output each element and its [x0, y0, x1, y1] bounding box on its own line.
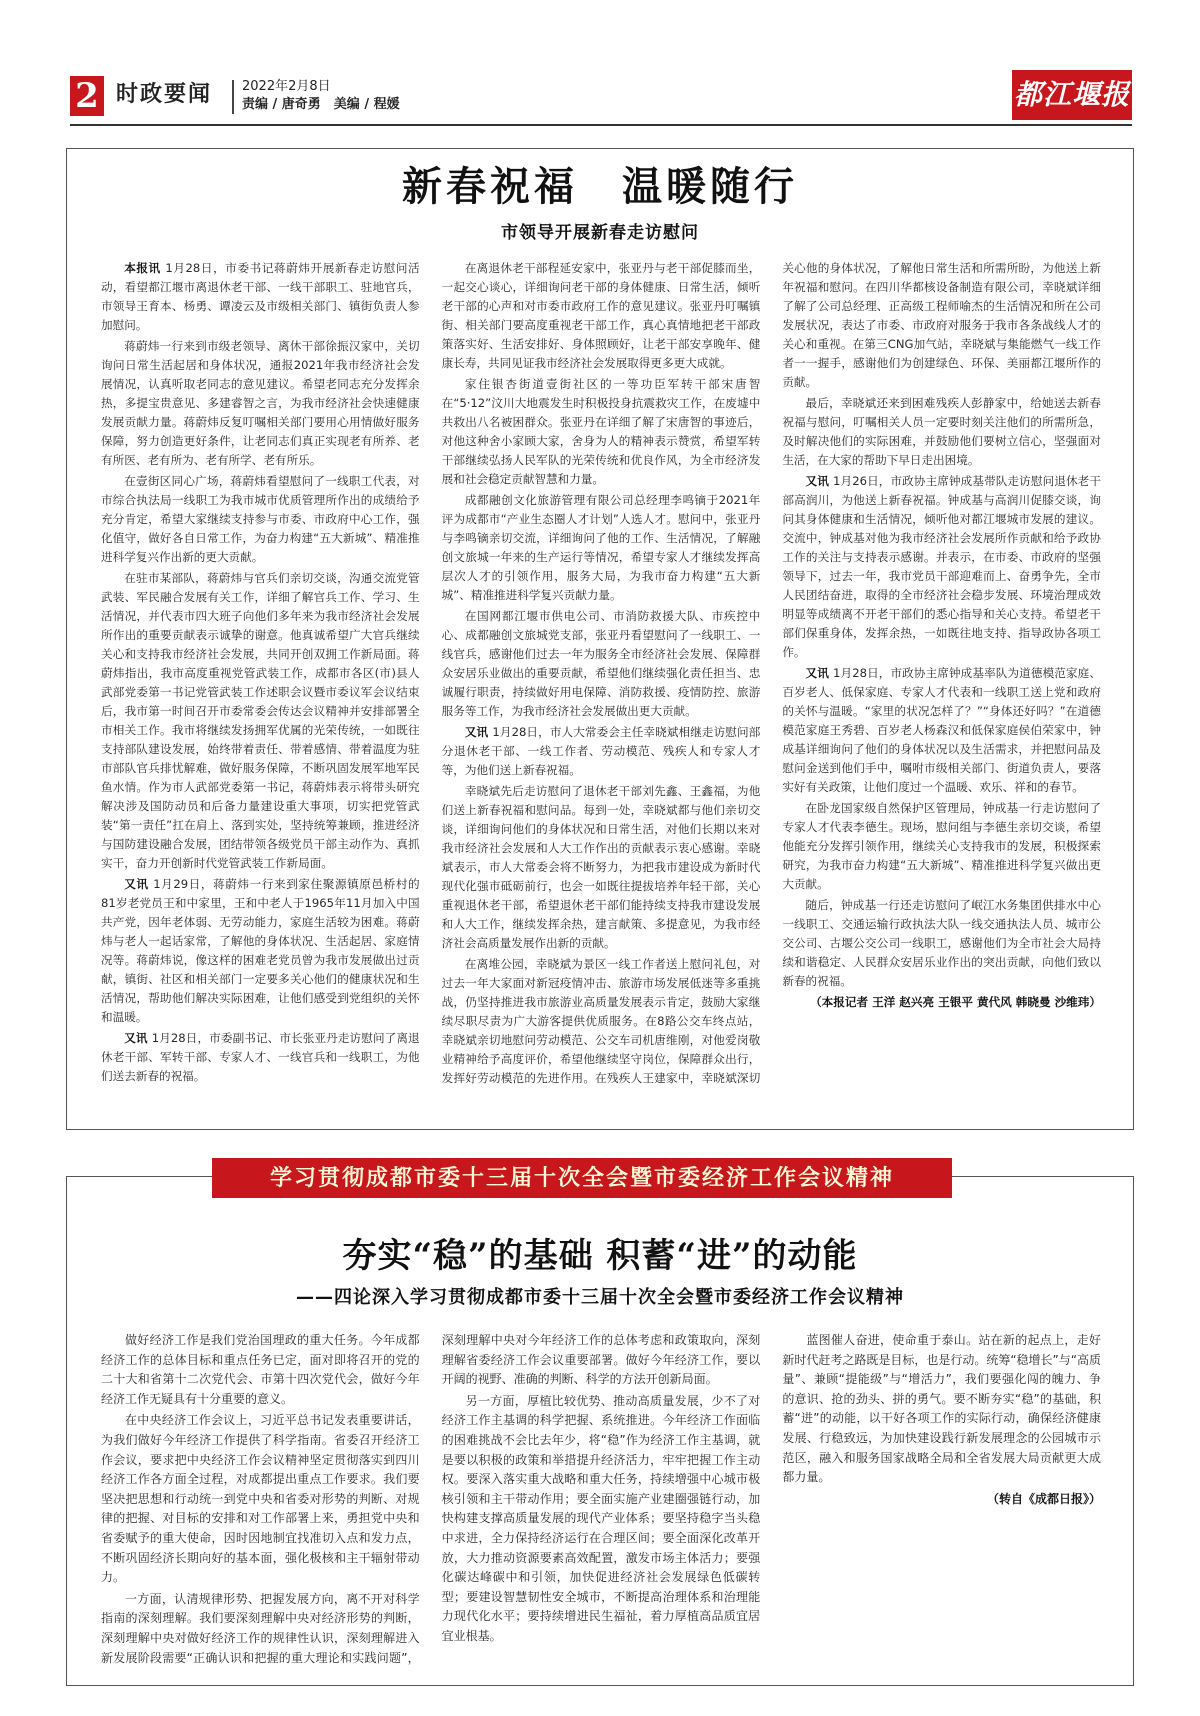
paragraph-text: 在驻市某部队，蒋蔚炜与官兵们亲切交谈，沟通交流党管武装、军民融合发展有关工作，详细了解官兵工作、学习、生活情况，并代表市四大班子向他们多年来为我市经济社会发展所作出的重要贡献表示诚挚的谢意。他真诚希望广大官兵继续关心和支持我市经济社会发展，共同开创双拥工作新局面。蒋蔚炜指出，我市高度重视党管武装工作，成都市各区(市)县人武部党委第一书记党管武装工作述职会议暨市委议军会议结束后，我市第一时间召开市委常委会传达会议精神并安排部署全市相关工作。我市将继续发扬拥军优属的光荣传统，一如既往支持部队建设发展，始终带着责任、带着感情、带着温度为驻市部队官兵排忧解难，做好服务保障，不断巩固发展军地军民鱼水情。作为市人武部党委第一书记，蒋蔚炜表示将带头研究解决涉及国防动员和后备力量建设重大事项，切实把党管武装“第一责任”扛在肩上、落到实处，坚持统筹兼顾，推进经济与国防建设融合发展，团结带领各级党员干部主动作为、真抓实干，奋力开创新时代党管武装工作新局面。 [101, 571, 420, 870]
article1-paragraph [782, 799, 1101, 894]
paragraph-text: 蒋蔚炜一行来到市级老领导、离休干部徐振汉家中，关切询问日常生活起居和身体状况，通报2021年我市经济社会发展情况，认真听取老同志的意见建议。希望老同志充分发挥余热，多提宝贵意见、多建睿智之言，为我市经济社会快速健康发展贡献力量。蒋蔚炜反复叮嘱相关部门要用心用情做好服务保障，努力创造更好条件，让老同志们真正实现老有所养、老有所医、老有所为、老有所学、老有所乐。 [101, 339, 420, 467]
dateline-lead: 本报讯 [124, 261, 166, 275]
paragraph-text: 在卧龙国家级自然保护区管理局，钟成基一行走访慰问了专家人才代表李德生。现场，慰问组与李德生亲切交谈，希望他能充分发挥引领作用，继续关心支持我市的发展，积极探索研究，为我市奋力构建“五大新城”、精准推进科学复兴做出更大贡献。 [782, 801, 1101, 891]
article1-paragraph [442, 782, 761, 953]
paragraph-text: 幸晓斌先后走访慰问了退休老干部刘先鑫、王鑫福，为他们送上新春祝福和慰问品。每到一处，幸晓斌都与他们亲切交谈，详细询问他们的身体状况和日常生活，对他们长期以来对我市经济社会发展和人大工作作出的贡献表示衷心感谢。幸晓斌表示，市人大常委会将不断努力，为把我市建设成为新时代现代化强市砥砺前行，也会一如既往提拔培养年轻干部，关心重视退休老干部，希望退休老干部们能持续支持我市建设发展和人大工作，继续发挥余热，建言献策、多提意见，为我市经济社会高质量发展作出新的贡献。 [441, 784, 761, 950]
article1-byline: （本报记者 王洋 赵兴亮 王银平 黄代风 韩晓曼 沙维玮） [810, 995, 1101, 1009]
article1-subtitle: 市领导开展新春走访慰问 [501, 223, 699, 243]
article1-paragraph [442, 491, 761, 605]
paragraph-text: 最后，幸晓斌还来到困难残疾人彭静家中，给她送去新春祝福与慰问，叮嘱相关人员一定要时刻关注他们的所需所急，及时解决他们的实际困难，并鼓励他们要树立信心，坚强面对生活，在大家的帮助下早日走出困境。 [782, 396, 1101, 467]
section-name: 时政要闻 [116, 82, 213, 107]
article2-paragraph: 蓝图催人奋进，使命重于泰山。站在新的起点上，走好新时代赶考之路既是目标，也是行动。统筹“稳增长”与“高质量”、兼顾“提能级”与“增活力”，我们要强化闯的魄力、争的意识、抢的劲头、拼的勇气。要不断夯实“稳”的基础，积蓄“进”的动能，以干好各项工作的实际行动，确保经济健康发展、行稳致远，为加快建设践行新发展理念的公园城市示范区，融入和服务国家战略全局和全省发展大局贡献更大成都力量。 [782, 1333, 1101, 1485]
article1-paragraph [782, 664, 1101, 797]
article2-title: 夯实“稳”的基础 积蓄“进”的动能 [342, 1236, 858, 1276]
newspaper-logo: 都江堰报 [1012, 70, 1132, 120]
article2-paragraph: 做好经济工作是我们党治国理政的重大任务。今年成都经济工作的总体目标和重点任务已定，面对即将召开的党的二十大和省第十二次党代会、市第十四次党代会，做好今年经济工作无疑具有十分重要的意义。 [101, 1333, 420, 1406]
dateline-lead: 又讯 [805, 474, 834, 488]
article1-paragraph [442, 259, 761, 373]
paragraph-text: 成都融创文化旅游管理有限公司总经理李鸣镝于2021年评为成都市“产业生态圈人才计划”人选人才。慰问中，张亚丹与李鸣镝亲切交流，详细询问了他的工作、生活情况，了解融创文旅城一年来的生产运行等情况，希望专家人才继续发挥高层次人才的引领作用，服务大局，为我市奋力构建“五大新城”、精准推进科学复兴贡献力量。 [441, 493, 761, 602]
article1-paragraph [442, 375, 761, 489]
article1-paragraph [101, 875, 420, 1027]
dateline-lead: 又讯 [124, 877, 154, 891]
paragraph-text: 家住银杏街道壹街社区的一等功臣军转干部宋唐智在“5·12”汶川大地震发生时积极投身抗震救灾工作，在废墟中共救出八名被困群众。张亚丹在详细了解了宋唐智的事迹后，对他这种舍小家顾大家，舍身为人的精神表示赞赏，希望军转干部继续弘扬人民军队的光荣传统和优良作风，为全市经济发展和社会稳定贡献智慧和力量。 [441, 377, 761, 486]
paragraph-text: 1月28日，市委副书记、市长张亚丹走访慰问了离退休老干部、军转干部、专家人才、一线官兵和一线职工，为他们送去新春的祝福。 [101, 1031, 420, 1083]
article2-subtitle: ——四论深入学习贯彻成都市委十三届十次全会暨市委经济工作会议精神 [296, 1287, 904, 1308]
paragraph-text: 在离堆公园，幸晓斌为景区一线工作者送上慰问礼包，对过去一年大家面对新冠疫情冲击、旅游市场发展低迷等多重挑战，仍坚持推进我市旅游业高质量发展表示肯定，鼓励大家继续尽职尽责为广大游客提供优质服务。在8路公交车终点站，幸晓斌亲切地慰问劳动模范、公交车司机唐维刚，对他爱岗敬业精神给予高度评价，希望他继续坚守岗位，保障群众出行，发挥好劳动模范的先进作用。在残疾人王建家中，幸晓斌深切关心他的身体状况，了解他日常生活和所需所盼，为他送上新年祝福和慰问。在四川华都核设备制造有限公司，幸晓斌详细了解了公司总经理、正高级工程师喻杰的生活情况和所在公司发展状况，表达了市委、市政府对服务于我市各条战线人才的关心和重视。在第三CNG加气站，幸晓斌与集能燃气一线工作者一一握手，感谢他们为创建绿色、环保、美丽都江堰所作的贡献。 [441, 261, 1101, 1085]
editors-credit: 责编 / 唐奇勇 美编 / 程媛 [242, 97, 400, 112]
paragraph-text: 1月26日，市政协主席钟成基带队走访慰问退休老干部高润川，为他送上新春祝福。钟成基与高润川促膝交谈，询问其身体健康和生活情况，倾听他对都江堰城市发展的建议。交流中，钟成基对他为我市经济社会发展所作贡献和给予政协工作的关注与支持表示感谢。并表示，在市委、市政府的坚强领导下，过去一年，我市党员干部迎难而上、奋勇争先，全市人民团结奋进，取得的全市经济社会稳步发展、环境治理成效明显等成绩离不开老干部们的悉心指导和关心支持。希望老干部们保重身体，发挥余热，一如既往地支持、指导政协各项工作。 [782, 474, 1101, 659]
article-new-year-visits [66, 148, 1134, 1130]
page-number: 2 [70, 76, 104, 116]
dateline-lead: 又讯 [124, 1031, 152, 1045]
dateline-lead: 又讯 [464, 725, 493, 739]
article2-paragraph: 在中央经济工作会议上，习近平总书记发表重要讲话，为我们做好今年经济工作提供了科学指南。省委召开经济工作会议，要求把中央经济工作会议精神坚定贯彻落实到四川经济工作各方面全过程，对成都提出重点工作要求。我们要坚决把思想和行动统一到党中央和省委对形势的判断、对规律的把握、对目标的安排和对工作部署上来，勇担党中央和省委赋予的重大使命，因时因地制宜找准切入点和发力点，不断巩固经济长期向好的基本面，强化极核和主干辐射带动力。 [101, 1413, 420, 1585]
paragraph-text: 1月28日，市人大常委会主任幸晓斌相继走访慰问部分退休老干部、一线工作者、劳动模范、残疾人和专家人才等，为他们送上新春祝福。 [441, 725, 761, 777]
article1-body [101, 259, 1101, 1089]
paragraph-text: 1月29日，蒋蔚炜一行来到家住聚源镇原邑桥村的81岁老党员王和中家里，王和中老人于1965年11月加入中国共产党，因年老体弱、无劳动能力，家庭生活较为困难。蒋蔚炜与老人一起话家常，了解他的身体状况、生活起居、家庭情况等。蒋蔚炜说，像这样的困难老党员曾为我市发展做出过贡献，镇街、社区和相关部门一定要多关心他们的健康状况和生活情况，帮助他们解决实际困难，让他们感受到党组织的关怀和温暖。 [101, 877, 420, 1024]
paragraph-text: 1月28日，市委书记蒋蔚炜开展新春走访慰问活动，看望都江堰市离退休老干部、一线干部职工、驻地官兵，市领导王育本、杨勇、谭凌云及市级相关部门、镇街负责人参加慰问。 [101, 261, 420, 332]
paragraph-text: 随后，钟成基一行还走访慰问了岷江水务集团供排水中心一线职工、交通运输行政执法大队一线交通执法人员、城市公交公司、古堰公交公司一线职工，感谢他们为全市社会大局持续和谐稳定、人民群众安居乐业作出的突出贡献，向他们致以新春的祝福。 [782, 898, 1101, 988]
article1-paragraph [782, 472, 1101, 662]
article1-paragraph [442, 723, 761, 780]
article1-paragraph [101, 472, 420, 567]
dateline-lead: 又讯 [805, 666, 834, 680]
article2-source: （转自《成都日报》） [986, 1491, 1101, 1506]
paragraph-text: 在离退休老干部程延安家中，张亚丹与老干部促膝而坐，一起交心谈心，详细询问老干部的身体健康、日常生活，倾听老干部的心声和对市委市政府工作的意见建议。张亚丹叮嘱镇街、相关部门要高度重视老干部工作，真心真情地把老干部政策落实好、生活安排好、身体照顾好，让老干部安享晚年、健康长寿，共同见证我市经济社会发展取得更多更大成就。 [441, 261, 761, 370]
article2-paragraph: 一方面，认清规律形势、把握发展方向，离不开对科学指南的深刻理解。我们要深刻理解中央对经济形势的判断，深刻理解中央对做好经济工作的规律性认识，深刻理解进入新发展阶段需要“正确认识和把握的重大理论和实践问题”，深刻理解中央对今年经济工作的总体考虑和政策取向，深刻理解省委经济工作会议重要部署。做好今年经济工作，要以开阔的视野、准确的判断、科学的方法开创新局面。 [101, 1333, 761, 1665]
paragraph-text: 在国网都江堰市供电公司、市消防救援大队、市疾控中心、成都融创文旅城党支部，张亚丹看望慰问了一线职工、一线官兵，感谢他们过去一年为服务全市经济社会发展、保障群众安居乐业做出的重要贡献，希望他们继续强化责任担当、忠诚履行职责，持续做好用电保障、消防救援、疫情防控、旅游服务等工作，为我市经济社会发展做出更大贡献。 [441, 609, 761, 718]
article1-paragraph [101, 259, 420, 335]
article1-title: 新春祝福 温暖随行 [402, 163, 798, 210]
article1-paragraph [782, 394, 1101, 470]
masthead-rule [70, 124, 1132, 126]
article1-paragraph [101, 569, 420, 873]
article2-body [101, 1331, 1101, 1671]
paragraph-text: 在壹街区同心广场，蒋蔚炜看望慰问了一线职工代表，对市综合执法局一线职工为我市城市优质管理所作出的成绩给予充分肯定，希望大家继续支持参与市委、市政府中心工作，强化值守，做好各自日常工作，为奋力构建“五大新城”、精准推进科学复兴作出新的更大贡献。 [101, 474, 420, 564]
article-editorial [66, 1176, 1134, 1686]
article1-paragraph [101, 1029, 420, 1086]
masthead-divider [232, 80, 234, 114]
paragraph-text: 1月28日，市政协主席钟成基率队为道德模范家庭、百岁老人、低保家庭、专家人才代表和一线职工送上党和政府的关怀与温暖。“家里的状况怎样了？”“身体还好吗？”在道德模范家庭王秀碧、百岁老人杨森汉和低保家庭侯伯荣家中，钟成基详细询问了他们的身体状况以及生活需求，并把慰问品及慰问金送到他们手中，嘱咐市级相关部门、街道负责人，要落实好有关政策，让他们度过一个温暖、欢乐、祥和的春节。 [782, 666, 1101, 794]
article1-paragraph [442, 607, 761, 721]
section-banner: 学习贯彻成都市委十三届十次全会暨市委经济工作会议精神 [212, 1158, 952, 1198]
masthead [70, 72, 1132, 122]
article1-paragraph [782, 896, 1101, 991]
article1-paragraph [101, 337, 420, 470]
issue-date: 2022年2月8日 [242, 79, 331, 94]
article2-paragraph: 另一方面，厚植比较优势、推动高质量发展，少不了对经济工作主基调的科学把握、系统推进。今年经济工作面临的困难挑战不会比去年少，将“稳”作为经济工作主基调，就是要以积极的政策和举措提升经济活力，牢牢把握工作主动权。要深入落实重大战略和重大任务，持续增强中心城市极核引领和主干带动作用；要全面实施产业建圈强链行动，加快构建支撑高质量发展的现代产业体系；要坚持稳字当头稳中求进，全力保持经济运行在合理区间；要全面深化改革开放，大力推动资源要素高效配置，激发市场主体活力；要强化碳达峰碳中和引领，加快促进经济社会发展绿色低碳转型；要建设智慧韧性安全城市，不断提高治理体系和治理能力现代化水平；要持续增进民生福祉，着力厚植高品质宜居宜业根基。 [441, 1393, 761, 1643]
